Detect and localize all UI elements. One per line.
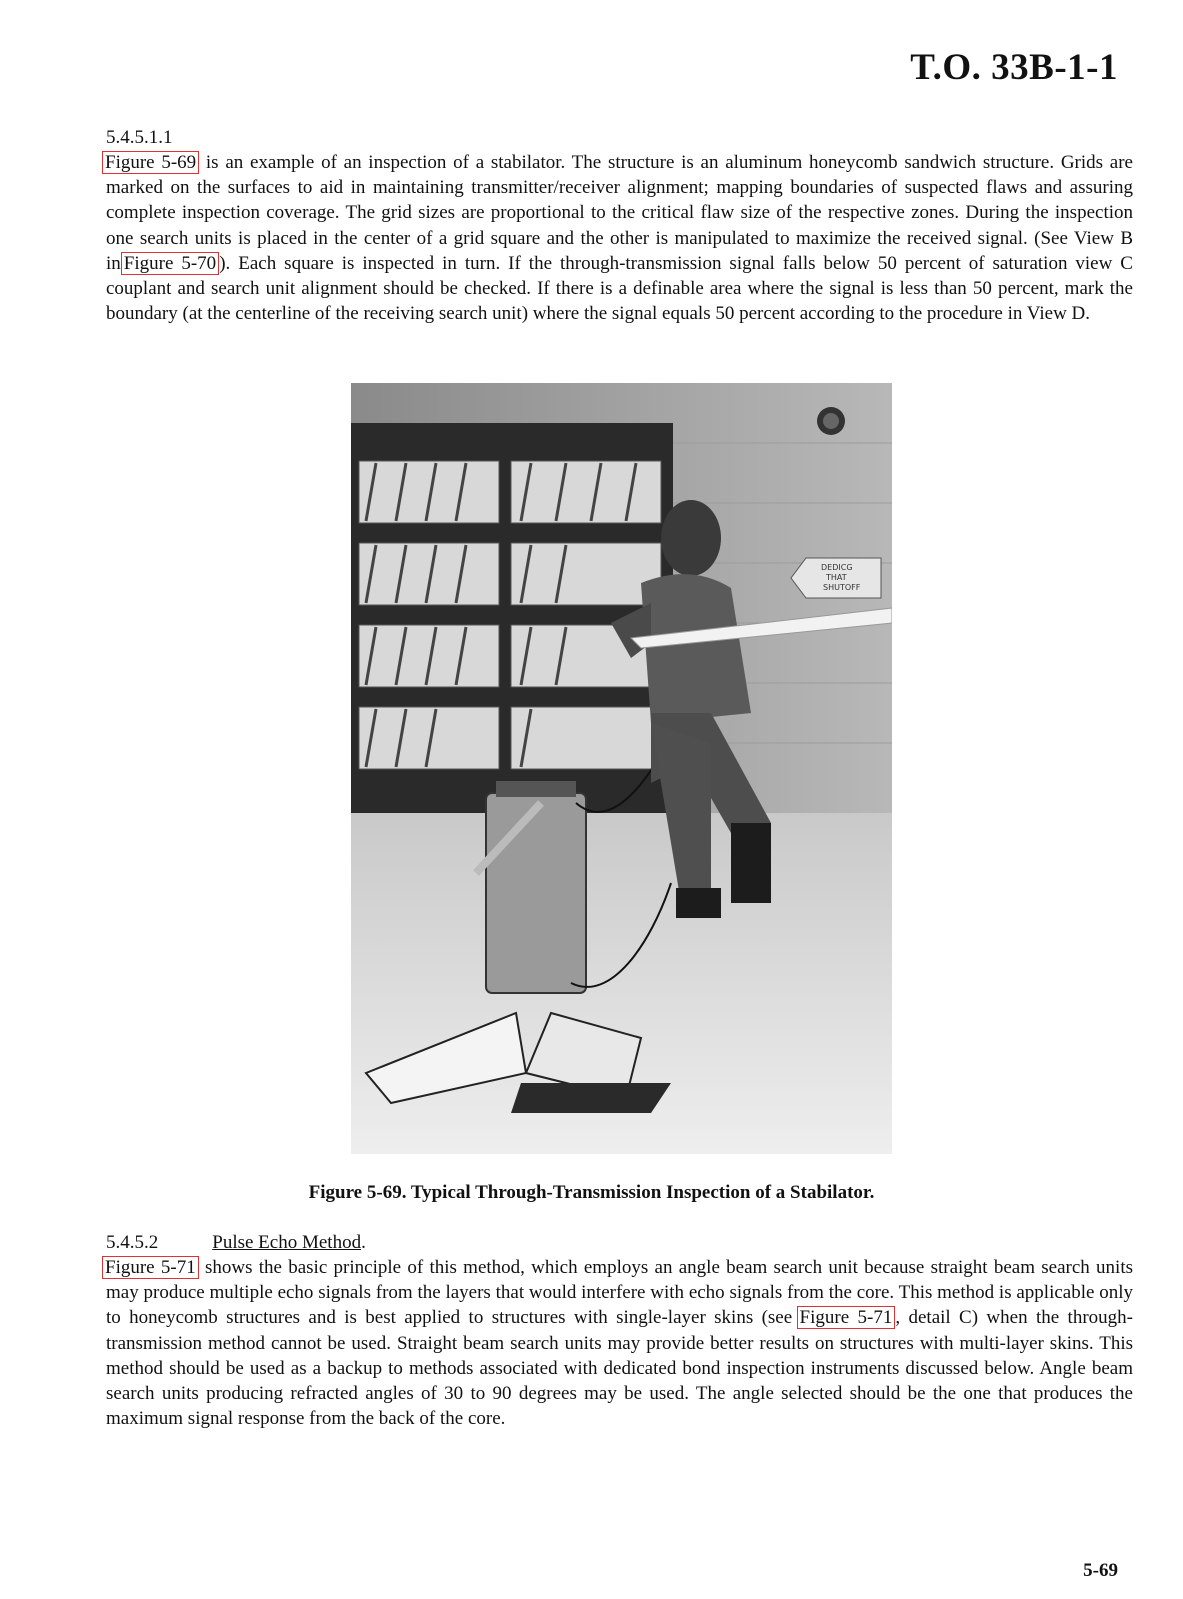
document-id: T.O. 33B-1-1	[910, 47, 1118, 88]
figure-link[interactable]: Figure 5-71	[797, 1306, 896, 1329]
paragraph-stabilator-inspection	[106, 150, 1133, 326]
paragraph-text: shows the basic principle of this method, which employs an angle beam search unit because straight beam search units may produce multiple echo signals from the layers that would interfere with echo signals from the core. This method is applicable only to honeycomb structures and is best applied to structures with single-layer skins (see	[106, 1257, 1133, 1329]
sign-text-line: DEDICG	[821, 563, 853, 572]
inspection-photo	[351, 383, 892, 1154]
paragraph-pulse-echo	[106, 1255, 1133, 1431]
figure-link[interactable]: Figure 5-71	[102, 1256, 199, 1279]
section-heading-period: .	[361, 1232, 366, 1253]
paragraph-text: is an example of an inspection of a stabilator. The structure is an aluminum honeycomb sandwich structure. Grids are marked on the surfaces to aid in maintaining transmitter/receiver alignment; mapping boundaries of suspected flaws and assuring complete inspection coverage. The grid sizes are proportional to the critical flaw size of the respective zones. During the inspection one search units is placed in the center of a grid square and the other is manipulated to maximize the received signal. (See View B in	[106, 152, 1133, 274]
paragraph-text: , detail C) when the through-transmission method cannot be used. Straight beam search units may provide better results on structures with multi-layer skins. This method should be used as a backup to methods associated with dedicated bond inspection instruments discussed below. Angle beam search units producing refracted angles of 30 to 90 degrees may be used. The angle selected should be the one that produces the maximum signal response from the back of the core.	[106, 1307, 1133, 1430]
figure-caption: Figure 5-69. Typical Through-Transmission Inspection of a Stabilator.	[308, 1182, 875, 1203]
sign-text-line: SHUTOFF	[823, 583, 861, 592]
section-number-text: 5.4.5.2	[106, 1232, 159, 1253]
paragraph-text: ). Each square is inspected in turn. If the through-transmission signal falls below 50 percent of saturation view C couplant and search unit alignment should be checked. If there is a definable area where the signal is less than 50 percent, mark the boundary (at the centerline of the receiving search unit) where the signal equals 50 percent according to the procedure in View D.	[106, 252, 1133, 325]
section-heading: Pulse Echo Method	[212, 1232, 362, 1253]
section-number: 5.4.5.1.1	[106, 127, 173, 148]
page-number: 5-69	[1083, 1560, 1118, 1581]
sign-text-line: THAT	[826, 573, 847, 582]
figure-link[interactable]: Figure 5-70	[121, 252, 219, 275]
photo-illustration	[351, 383, 892, 1154]
section-number	[106, 1230, 366, 1255]
figure-link[interactable]: Figure 5-69	[102, 151, 199, 174]
